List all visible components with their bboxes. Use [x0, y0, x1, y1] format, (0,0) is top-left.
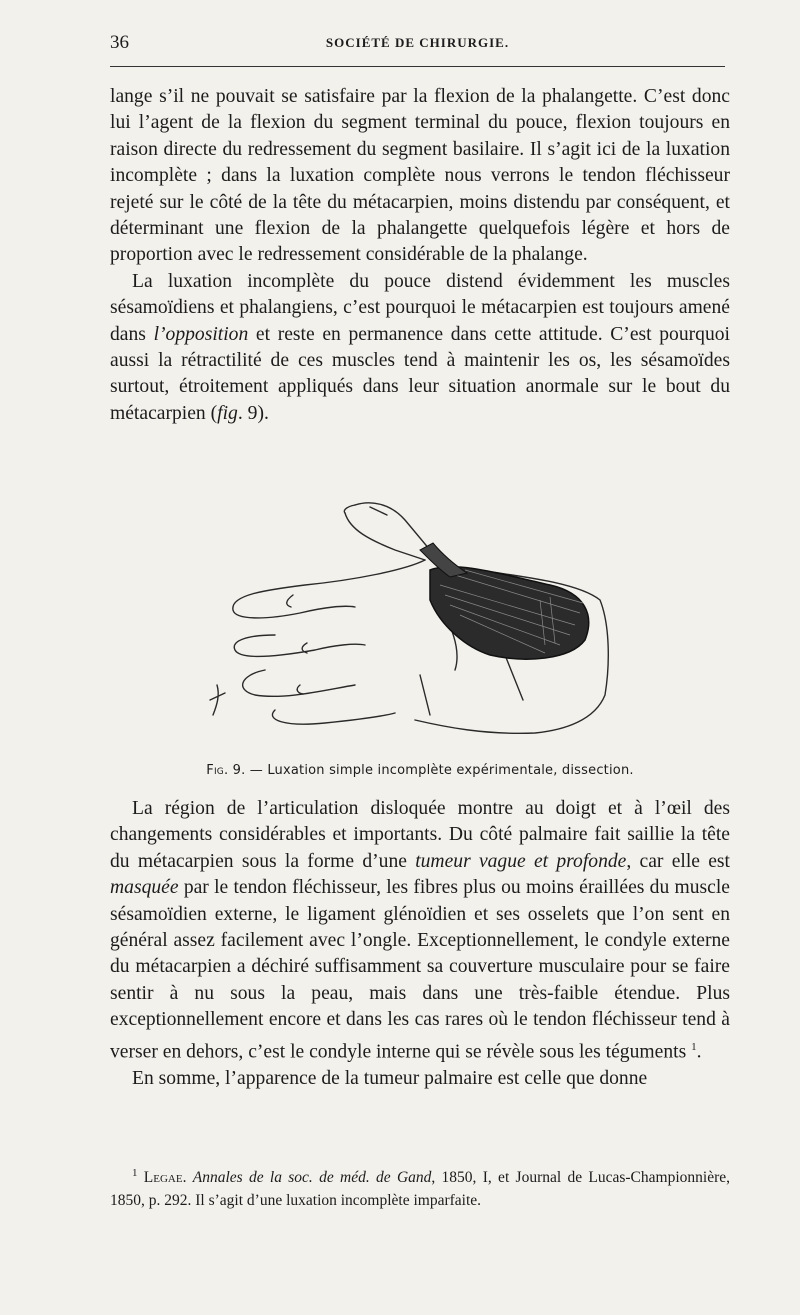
page-number: 36: [110, 32, 129, 53]
footnote-journal: Annales de la soc. de méd. de Gand: [192, 1169, 432, 1187]
figure-hand-illustration: [205, 495, 625, 760]
body-text-top: [110, 84, 730, 427]
footnote-1: $^1$ Legae. Annales de la soc. de méd. de Gand, 1850, I, et Journal de Lucas-Championnière, 1850, p. 292. Il s’agit d’une luxation incomplète imparfaite.: [110, 1167, 730, 1210]
emphasis-masquee: masquée: [110, 877, 179, 899]
footnote-author: Legae.: [143, 1169, 187, 1187]
emphasis-opposition: l’opposition: [153, 323, 249, 345]
fig-reference: fig: [217, 402, 238, 424]
running-title: SOCIÉTÉ DE CHIRURGIE.: [325, 35, 510, 50]
paragraph-2: La luxation incomplète du pouce distend évidemment les muscles sésamoïdiens et phalangiens, c’est pourquoi le métacarpien est toujours amené dans l’opposition et reste en permanence dans cette attitude. C’est pourquoi aussi la rétractilité de ces muscles tend à maintenir les os, les sésamoïdes surtout, étroitement appliqués dans leur situation anormale sur le bout du métacarpien (fig. 9).: [110, 270, 730, 424]
body-text-bottom: [110, 796, 730, 1092]
figure-caption: Fig. 9. — Luxation simple incomplète expérimentale, dissection.: [206, 763, 634, 778]
paragraph-4: En somme, l’apparence de la tumeur palmaire est celle que donne: [132, 1067, 648, 1089]
footnote-ref: 1: [691, 1040, 697, 1053]
header-rule: [110, 66, 725, 67]
paragraph-3: La région de l’articulation disloquée montre au doigt et à l’œil des changements considérables et importants. Du côté palmaire fait saillie la tête du métacarpien sous la forme d’une tumeur vague et profonde, car elle est masquée par le tendon fléchisseur, les fibres plus ou moins éraillées du muscle sésamoïdien externe, le ligament glénoïdien et ses osselets que l’on sent en général assez facilement avec l’ongle. Exceptionnellement, le condyle externe du métacarpien a déchiré suffisamment sa couverture musculaire pour se faire sentir à nu sous la peau, mais dans une très-faible étendue. Plus exceptionnellement encore et dans les cas rares où le tendon fléchisseur tend à verser en dehors, c’est le condyle interne qui se révèle sous les téguments $^1$.: [110, 798, 730, 1063]
paragraph-1: lange s’il ne pouvait se satisfaire par la flexion de la phalangette. C’est donc lui l’agent de la flexion du segment terminal du pouce, flexion toujours en raison directe du redressement du segment basilaire. Il s’agit ici de la luxation incomplète ; dans la luxation complète nous verrons le tendon fléchisseur rejeté sur le côté de la tête du métacarpien, moins distendu par conséquent, et déterminant une flexion de la phalangette quelquefois légère et hors de proportion avec le redressement considérable de la phalange.: [110, 86, 730, 266]
footnotes: [110, 1162, 730, 1212]
emphasis-tumeur: tumeur vague et profonde: [415, 850, 627, 872]
page-header: [110, 32, 725, 56]
